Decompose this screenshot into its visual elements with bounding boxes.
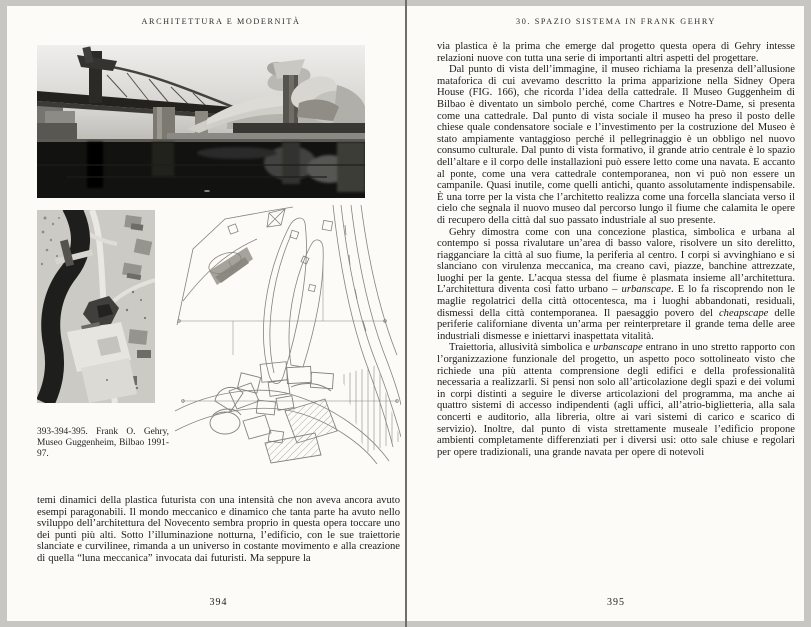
night-photo-illustration	[37, 45, 365, 198]
figure-site-plan-drawing	[173, 205, 401, 465]
figure-aerial-photo-site	[37, 210, 155, 403]
book-spread	[7, 6, 804, 621]
body-paragraph: temi dinamici della plastica futurista con una intensità che non aveva ancora avuto esempi paragonabili. Il mondo meccanico e dinamico che tanta parte ha avuto nello sviluppo dell’architettura del Novecento sembra proprio in questa opera toccare uno dei punti più alti. Sotto l’illuminazione notturna, l’edificio, con le sue traiettorie slanciate e curvilinee, rimanda a un universo in costante movimento e alla creazione di quella “luna meccanica” invocata dai futuristi. Ma seppure la	[37, 495, 400, 564]
right-running-head: 30. SPAZIO SISTEMA IN FRANK GEHRY	[516, 17, 716, 26]
body-paragraph: via plastica è la prima che emerge dal progetto questa opera di Gehry intesse relazioni nuove con tutta una serie di importanti altri aspetti del progettare.	[437, 41, 795, 64]
page-gutter-divider	[405, 0, 407, 627]
left-page-body-text	[37, 495, 400, 565]
left-running-head: ARCHITETTURA E MODERNITÀ	[141, 17, 301, 26]
left-page-number: 394	[209, 597, 228, 608]
figure-caption: 393-394-395. Frank O. Gehry, Museo Guggenheim, Bilbao 1991-97.	[37, 427, 169, 459]
figure-night-photo-guggenheim	[37, 45, 365, 198]
site-plan-illustration	[173, 205, 401, 465]
body-paragraph: Gehry dimostra come con una concezione plastica, simbolica e urbana al contempo si possa rivalutare un’area di basso valore, risolvere un sito derelitto, riagganciare la città al suo fiume, la periferia al centro. I corpi si avvinghiano e si slanciano con virulenza meccanica, ma creano cavi, piazze, banchine attrezzate, luoghi per la gente. L’acqua stessa del fiume è plasmata insieme all’architettura. L’architettura diventa così fatto urbano – urbanscape. E lo fa riscoprendo non le maglie regolatrici della città ottocentesca, ma i luoghi abbandonati, residuali, dismessi della città contemporanea. Il paesaggio povero del cheapscape delle periferie californiane diventa un’arma per reinterpretare il grande tema delle aree industriali dismesse e iniettarvi inaspettata vitalità.	[437, 226, 795, 342]
right-page-body-text	[437, 41, 795, 458]
body-paragraph: Dal punto di vista dell’immagine, il museo richiama la presenza dell’allusione mataforica di cui avevamo descritto la prima apparizione nella Sidney Opera House (FIG. 166), che ricorda l’idea della cattedrale. Il Museo Guggenheim di Bilbao è diventato un simbolo perché, come Chartres e Notre-Dame, si presenta come una cattedrale. Dal punto di vista sociale il museo ha preso il posto delle chiese quale condensatore sociale e l’investimento per la costruzione del Museo è stato ampiamente vantaggioso perché il pellegrinaggio è un obbligo nel nuovo consumo culturale. Dal punto di vista formativo, il grande atrio centrale è lo spazio dell’altare e il corpo delle installazioni può essere letto come una navata. E accanto al ponte, come una vera cattedrale contemporanea, non vi può non essere un campanile. Quasi inutile, come quelli antichi, quanto assolutamente indispensabile. È una torre per la vista che l’architetto realizza come una forcella slanciata verso il cielo che segnala il nuovo museo dal percorso lungo il fiume che calamita le opere di recupero della città dal suo passato industriale al suo presente.	[437, 64, 795, 226]
aerial-photo-illustration	[37, 210, 155, 403]
body-paragraph: Traiettoria, allusività simbolica e urbanscape entrano in uno stretto rapporto con l’organizzazione funzionale del progetto, un aspetto poco sottolineato visto che richiede una più attenta comprensione degli edifici e della professionalità necessaria a realizzarli. Si pensi non solo all’articolazione degli spazi e dei volumi in corpi distinti a seguire le diverse articolazioni del programma, ma anche ai quattro sistemi di accesso indipendenti (agli uffici, all’atrio-biglietteria, alla sala concerti e auditorio, alla libreria, oltre ai vari sistemi di carico e scarico di servizio). Inoltre, dal punto di vista strettamente museale l’edificio propone ambienti completamente differenziati per i diversi usi: otto sale chiuse e regolari per opere tradizionali, una grande navata per opere di notevoli	[437, 342, 796, 458]
right-page-number: 395	[607, 597, 625, 608]
